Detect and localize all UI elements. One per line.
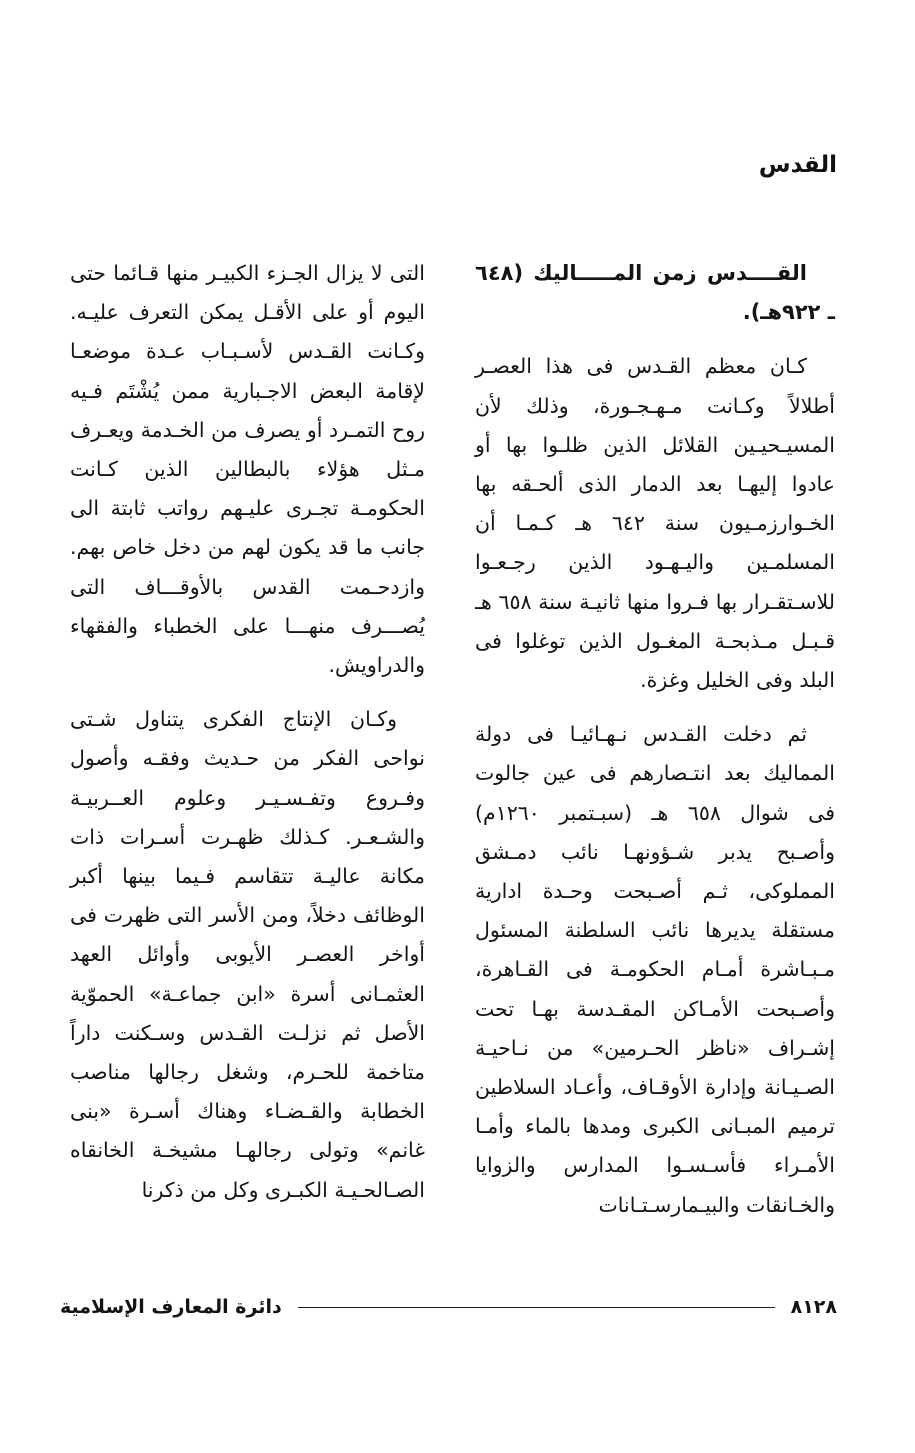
right-column [475, 254, 835, 1225]
paragraph: وكـان الإنتاج الفكرى يتناول شـتى نواحى الفكر من حـديث وفقـه وأصول وفـروع وتفـسـيـر وعلوم العــربيـة والشـعـر. كـذلك ظهـرت أسـرات ذات مكانة عاليـة تتقاسم فـيما بينها أكبر الوظائف دخلاً، ومن الأسر التى ظهرت فى أواخر العصـر الأيوبى وأوائل العهد العثمـانى أسرة «ابن جماعـة» الحموّية الأصل ثم نزلـت القـدس وسـكنت داراً متاخمة للحـرم، وشغل رجالها مناصب الخطابة والقـضـاء وهناك أسـرة «بنى غانم» وتولى رجالهـا مشيخـة الخانقاه الصـالحـيـة الكبـرى وكل من ذكرنا [70, 707, 425, 1202]
left-column [70, 254, 425, 1210]
paragraph: كـان معظم القـدس فى هذا العصـر أطلالاً وكـانت مـهـجـورة، وذلك لأن المسيـحيـين القلائل الذين ظلـوا بها أو عادوا إليهـا بعد الدمار الذى ألحـقه بها الخـوارزمـيون سنة ٦٤٢ هـ كـمـا أن المسلمـين واليـهـود الذين رجـعـوا للاسـتقـرار بها فـروا منها ثانيـة سنة ٦٥٨ هـ قـبـل مـذبحـة المغـول الذين توغلوا فى البلد وفى الخليل وغزة. [475, 354, 835, 693]
section-heading: القــــدس زمن المـــــاليك (٦٤٨ ـ ٩٢٢هـ). [475, 261, 835, 325]
running-header: القدس [758, 152, 837, 178]
paragraph: التى لا يزال الجـزء الكبيـر منها قـائما حتى اليوم أو على الأقـل يمكن التعرف عليـه. وكـانت القـدس لأسـبـاب عـدة موضعـا لإقامة البعض الاجـبارية ممن يُشْتَم فـيه روح التمـرد أو يصرف من الخـدمة ويعـرف مـثل هؤلاء بالبطالين الذين كـانت الحكومـة تجـرى عليـهم رواتب ثابتة الى جانب ما قد يكون لهم من دخل خاص بهم. وازدحـمت القدس بالأوقـــاف التى يُصـــرف منهـــا على الخطباء والفقهاء والدراويش. [70, 261, 425, 678]
publication-title: دائرة المعارف الإسلامية [60, 1296, 282, 1318]
page-number: ٨١٢٨ [790, 1296, 837, 1318]
footer-rule [298, 1307, 775, 1308]
page-footer [60, 1292, 837, 1322]
paragraph: ثم دخلت القـدس نـهـائيـا فى دولة المماليك بعد انتـصارهم فى عين جالوت فى شوال ٦٥٨ هـ (سبـتمبر ١٢٦٠م) وأصـبح يدبر شـؤونهـا نائب دمـشق المملوكى، ثـم أصـبحت وحـدة ادارية مستقلة يديرها نائب السلطنة المسئول مـبـاشرة أمـام الحكومـة فى القـاهرة، وأصـبحت الأمـاكن المقـدسة بهـا تحت إشـراف «ناظر الحـرمين» من نـاحيـة الصـيـانة وإدارة الأوقـاف، وأعـاد السلاطين ترميم المبـانى الكبرى ومدها بالماء وأمـا الأمـراء فأسـسـوا المدارس والزوايا والخـانقات والبيـمارسـتـانات [475, 722, 835, 1217]
